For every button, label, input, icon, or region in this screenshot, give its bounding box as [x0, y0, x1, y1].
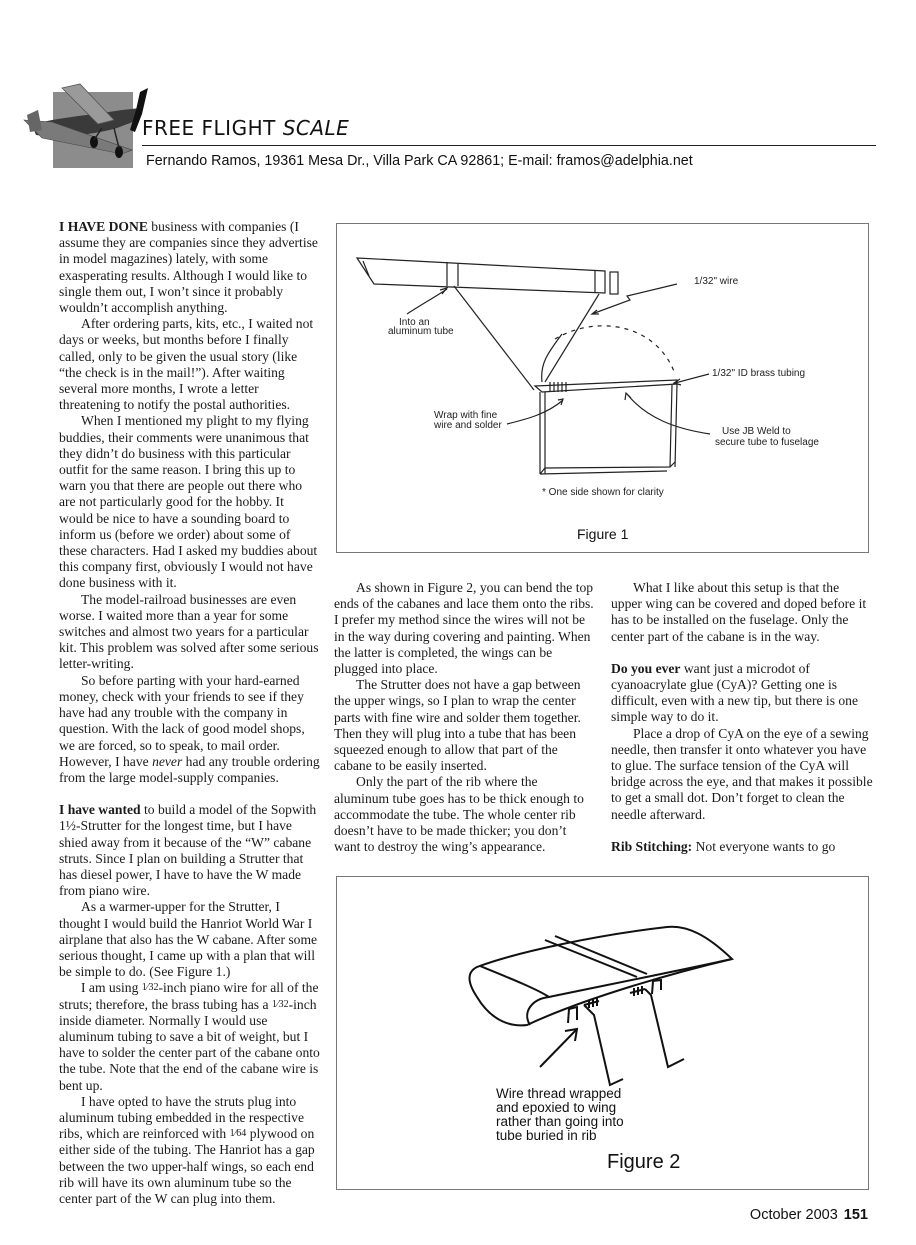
lead-in: I have wanted: [59, 802, 141, 818]
paragraph-text: I have opted to have the struts plug into aluminum tubing embedded in the respective ribs, which are reinforced with: [59, 1093, 304, 1142]
label-line2: and epoxied to wing: [496, 1100, 617, 1115]
paragraph: As shown in Figure 2, you can bend the top ends of the cabanes and lace them onto the ribs. I prefer my method since the wires will not be in the way during covering and painting. When the latter is completed, the wings can be plugged into place.: [334, 580, 594, 677]
page-footer: [750, 1207, 868, 1223]
paragraph: [59, 980, 321, 1093]
paragraph-text: Not everyone wants to go: [692, 838, 836, 854]
lead-in: I HAVE DONE: [59, 219, 148, 234]
figure-1: [336, 223, 869, 553]
paragraph: As a warmer-upper for the Strutter, I thought I would build the Hanriot World War I airplane that also has the W cabane. After some serious thought, I came up with a plan that will be simple to do. (See Figure 1.): [59, 899, 318, 980]
lead-in: Do you ever: [611, 660, 681, 676]
column-title-main: FREE FLIGHT: [142, 116, 283, 140]
paragraph-text: I am using: [81, 980, 142, 996]
label-line1: Wire thread wrapped: [496, 1086, 622, 1101]
paragraph-text: -Strutter for the longest time, but I have shied away from it because of the “W” cabane struts. Since I plan on building a Strutter that has diesel power, I have to have the W made from piano wire.: [59, 818, 312, 899]
paragraph-text: business with companies (I assume they are companies since they advertise in model magazines) lately, with some exasperating results. Although I would like to single them out, I won’t since it probably wouldn’t accomplish anything.: [59, 219, 318, 316]
paragraph: The Strutter does not have a gap between the upper wings, so I plan to wrap the center parts with fine wire and solder them together. Then they will plug into a tube that has been squeezed enough to allow that part of the cabane to be easily inserted.: [334, 677, 581, 774]
cabane-diagram: [337, 224, 868, 552]
paragraph-text: plywood on either side of the tubing. The Hanriot has a gap between the two upper-half wings, so each end rib will have its own aluminum tube so the center part of the W can plug into them.: [59, 1126, 315, 1206]
label-brass-tubing: 1/32" ID brass tubing: [712, 368, 806, 379]
issue-date: October 2003: [749, 1207, 838, 1223]
label-tube-line2: aluminum tube: [388, 326, 454, 337]
fraction: 1⁄64: [229, 1128, 247, 1140]
article-column-3: [611, 580, 873, 855]
label-weld-line1: Use JB Weld to: [722, 426, 791, 437]
emphasis: never: [152, 753, 183, 769]
header-rule: [142, 145, 876, 146]
wing-diagram: [337, 877, 868, 1189]
article-column-1: [59, 219, 321, 1207]
paragraph: [59, 673, 321, 786]
paragraph: [611, 661, 873, 726]
fraction: 1⁄32: [271, 998, 289, 1010]
paragraph: The model-railroad businesses are even worse. I waited more than a year for some switches and almost two years for a particular kit. This problem was solved after some serious letter-writing.: [59, 591, 319, 672]
paragraph: [611, 839, 873, 855]
author-byline: Fernando Ramos, 19361 Mesa Dr., Villa Park CA 92861; E-mail: framos@adelphia.net: [146, 153, 693, 169]
article-column-2: [334, 580, 596, 855]
figure-caption: Figure 1: [577, 526, 629, 542]
label-wrap-line2: wire and solder: [434, 420, 502, 431]
paragraph-text: to build a model of the Sopwith 1: [59, 802, 317, 834]
paragraph: Only the part of the rib where the aluminum tube goes has to be thick enough to accommodate the tube. The whole center rib doesn’t have to be made thicker; you don’t want to destroy the wing’s appearance.: [334, 774, 584, 855]
column-title-italic: SCALE: [282, 116, 350, 140]
paragraph: [59, 802, 321, 899]
fraction: 1⁄32: [141, 982, 159, 994]
paragraph: When I mentioned my plight to my flying buddies, their comments were unanimous that they didn’t do business with this particular outfit for the same reason. I bring this up to warn you that there are people out there who are not particularly good for the hobby. It would be nice to have a sounding board to inform us (before we order) about some of these characters. Had I asked my buddies about this company first, obviously I would not have done business with it.: [59, 413, 318, 591]
label-wire: 1/32" wire: [694, 276, 739, 287]
paragraph: [59, 219, 321, 316]
lead-in: Rib Stitching:: [611, 838, 693, 854]
label-weld-line2: secure tube to fuselage: [715, 437, 819, 448]
label-line3: rather than going into: [496, 1114, 624, 1129]
paragraph: What I like about this setup is that the upper wing can be covered and doped before it has to be installed on the fuselage. Only the center part of the cabane is in the way.: [611, 580, 867, 644]
paragraph-text: So before parting with your hard-earned money, check with your friends to see if they have had any trouble with the company in question. With the lack of good model shops, we are forced, so to speak, to mail order. However, I have: [59, 672, 305, 769]
paragraph-text: want just a microdot of cyanoacrylate glue (CyA)? Getting one is difficult, even with a new tip, but there is one simple way to do it.: [611, 660, 859, 725]
paragraph-text: -inch piano wire for all of the struts; therefore, the brass tubing has a: [59, 980, 319, 1012]
paragraph: Place a drop of CyA on the eye of a sewing needle, then transfer it onto whatever you have to glue. The surface tension of the CyA will bridge across the eye, and that makes it possible to get a small dot. Don’t forget to clean the needle afterward.: [611, 725, 873, 822]
page-number: 151: [843, 1207, 868, 1223]
airplane-photo-icon: [22, 80, 162, 165]
paragraph-text: -inch inside diameter. Normally I would use aluminum tubing to save a bit of weight, but I have to solder the center part of the cabane onto the tube. Note that the end of the cabane wire is bent up.: [59, 996, 320, 1093]
paragraph: After ordering parts, kits, etc., I waited not days or weeks, but months before I finally called, only to be given the usual story (like “the check is in the mail!”). After waiting several more months, I wrote a letter threatening to notify the postal authorities.: [59, 316, 314, 413]
fraction: ½: [65, 818, 76, 834]
label-tube-line1: Into an: [399, 317, 430, 328]
label-wrap-line1: Wrap with fine: [434, 410, 498, 421]
figure-2: [336, 876, 869, 1190]
label-note: * One side shown for clarity: [542, 487, 664, 498]
paragraph: [59, 1094, 321, 1207]
paragraph-text: had any trouble ordering from the large model-supply companies.: [59, 753, 320, 785]
column-title: [142, 116, 349, 140]
figure-caption: Figure 2: [607, 1151, 681, 1173]
label-line4: tube buried in rib: [496, 1128, 597, 1143]
